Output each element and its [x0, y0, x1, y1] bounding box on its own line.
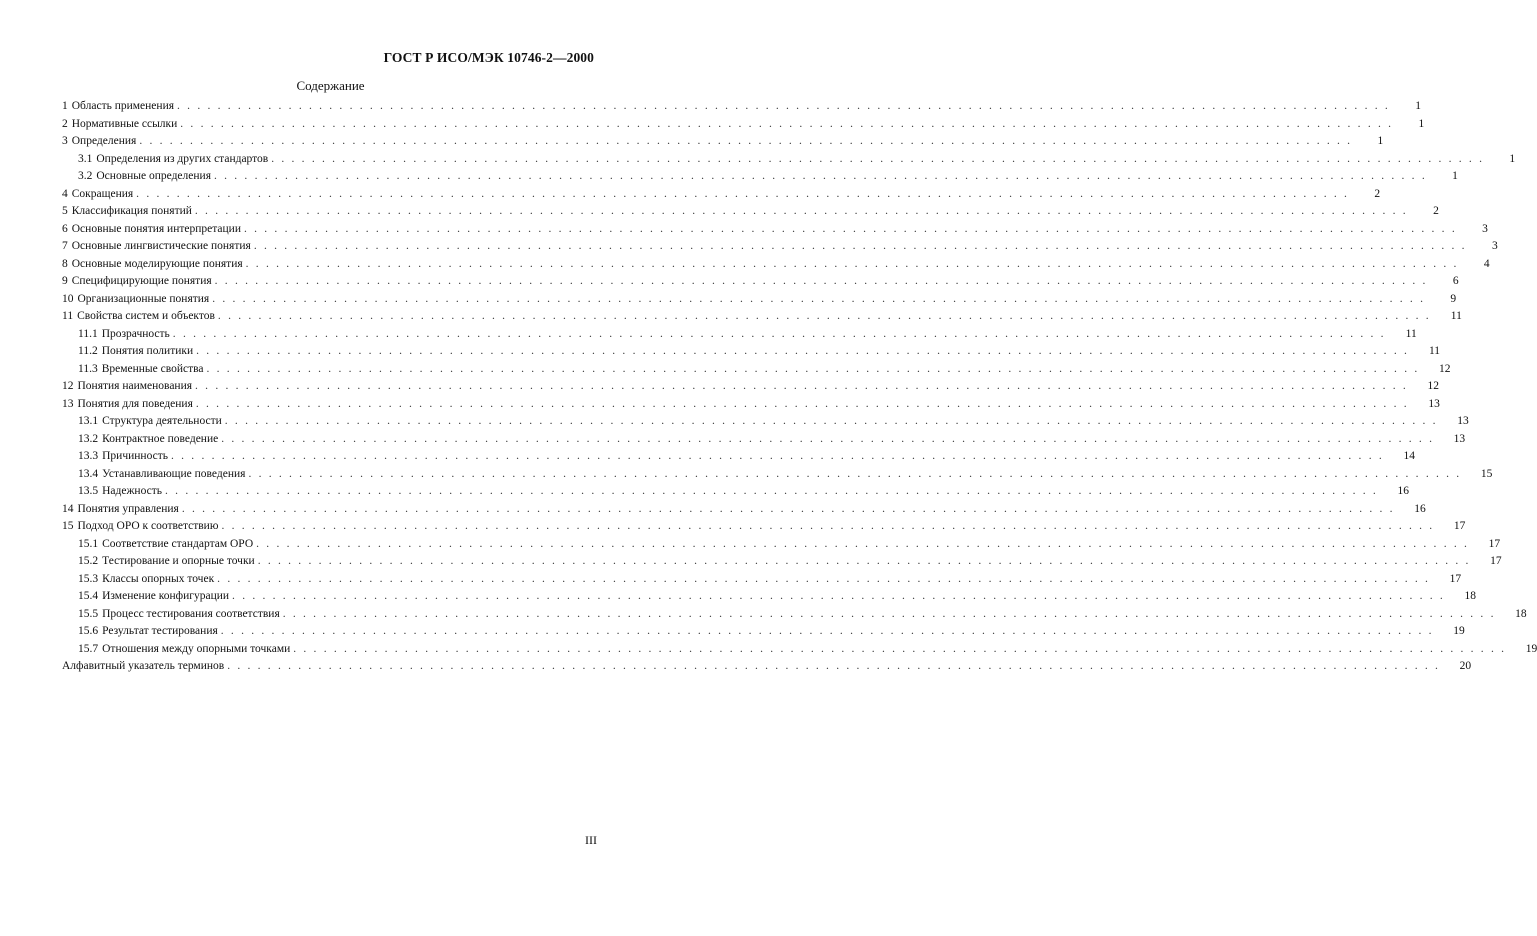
toc-entry: [62, 660, 1472, 678]
toc-entry-text: Сокращения: [71, 187, 134, 200]
toc-entry-text: Процесс тестирования соответствия: [102, 607, 280, 620]
toc-leader-dots: . . . . . . . . . . . . . . . . . . . . . . . . . . . . . . . . . . . . . . . . . . . . . . . . . . . . . . . . . . . . . . . . . . . . . . . . . . . . . . . . . . . . . . . . . . . . . . . . . . . . . . . . . . . . . . . . . . . . . . . .: [217, 572, 1431, 585]
toc-entry-number: 13.5: [78, 485, 99, 497]
toc-entry-page: 11: [1450, 310, 1462, 322]
toc-leader-dots: . . . . . . . . . . . . . . . . . . . . . . . . . . . . . . . . . . . . . . . . . . . . . . . . . . . . . . . . . . . . . . . . . . . . . . . . . . . . . . . . . . . . . . . . . . . . . . . . . . . . . . . . . . . . . . . . . . . . . . . .: [232, 590, 1445, 602]
toc-entry-label: [62, 643, 290, 655]
toc-entry-number: 3.2: [78, 170, 93, 182]
toc-entry-label: [62, 363, 204, 375]
toc-entry-page: 9: [1450, 292, 1457, 305]
toc-entry: [62, 100, 1421, 118]
toc-leader-dots: . . . . . . . . . . . . . . . . . . . . . . . . . . . . . . . . . . . . . . . . . . . . . . . . . . . . . . . . . . . . . . . . . . . . . . . . . . . . . . . . . . . . . . . . . . . . . . . . . . . . . . . . . . . . . . . . . . . . . . . .: [213, 170, 1427, 182]
toc-entry-label: [62, 555, 255, 567]
toc-leader-dots: . . . . . . . . . . . . . . . . . . . . . . . . . . . . . . . . . . . . . . . . . . . . . . . . . . . . . . . . . . . . . . . . . . . . . . . . . . . . . . . . . . . . . . . . . . . . . . . . . . . . . . . . . . . . . . . . . . . . . . . .: [195, 397, 1409, 410]
toc-entry-label: [62, 275, 212, 287]
toc-entry-label: [62, 380, 192, 392]
toc-entry: [62, 170, 1458, 188]
toc-entry-page: 17: [1453, 520, 1466, 532]
toc-entry: [62, 485, 1409, 503]
toc-entry-label: [62, 205, 192, 217]
toc-leader-dots: . . . . . . . . . . . . . . . . . . . . . . . . . . . . . . . . . . . . . . . . . . . . . . . . . . . . . . . . . . . . . . . . . . . . . . . . . . . . . . . . . . . . . . . . . . . . . . . . . . . . . . . . . . . . . . . . . . . . . . . .: [248, 467, 1462, 480]
toc-entry-text: Свойства систем и объектов: [77, 310, 215, 322]
toc-entry-number: 15.3: [78, 572, 99, 585]
toc-entry-label: [62, 660, 224, 672]
toc-entry-text: Основные лингвистические понятия: [71, 240, 251, 252]
toc-leader-dots: . . . . . . . . . . . . . . . . . . . . . . . . . . . . . . . . . . . . . . . . . . . . . . . . . . . . . . . . . . . . . . . . . . . . . . . . . . . . . . . . . . . . . . . . . . . . . . . . . . . . . . . . . . . . . . . . . . . . . . . .: [206, 362, 1420, 375]
toc-leader-dots: . . . . . . . . . . . . . . . . . . . . . . . . . . . . . . . . . . . . . . . . . . . . . . . . . . . . . . . . . . . . . . . . . . . . . . . . . . . . . . . . . . . . . . . . . . . . . . . . . . . . . . . . . . . . . . . . . . . . . . . .: [212, 292, 1426, 305]
toc-entry: [62, 205, 1439, 223]
toc-entry-text: Временные свойства: [101, 362, 204, 375]
toc-entry-number: 1: [62, 100, 68, 112]
toc-leader-dots: . . . . . . . . . . . . . . . . . . . . . . . . . . . . . . . . . . . . . . . . . . . . . . . . . . . . . . . . . . . . . . . . . . . . . . . . . . . . . . . . . . . . . . . . . . . . . . . . . . . . . . . . . . . . . . . . . . . . . . . .: [253, 240, 1467, 252]
toc-entry-page: 11: [1405, 327, 1417, 340]
toc-title: Содержание: [296, 78, 365, 93]
toc-entry-label: [62, 590, 229, 602]
toc-entry-number: 2: [62, 117, 68, 130]
toc-entry-number: 14: [62, 502, 74, 515]
toc-leader-dots: . . . . . . . . . . . . . . . . . . . . . . . . . . . . . . . . . . . . . . . . . . . . . . . . . . . . . . . . . . . . . . . . . . . . . . . . . . . . . . . . . . . . . . . . . . . . . . . . . . . . . . . . . . . . . . . . . . . . . . . .: [243, 222, 1457, 235]
toc-entry-text: Понятия для поведения: [77, 397, 193, 410]
toc-entry-page: 19: [1525, 642, 1537, 655]
toc-entry-text: Определения: [71, 135, 137, 147]
toc-entry-label: [62, 258, 243, 270]
toc-entry-text: Алфавитный указатель терминов: [62, 660, 225, 672]
toc-entry-number: 4: [62, 187, 68, 200]
toc-entry-number: 15.4: [78, 590, 99, 602]
toc-entry-number: 13.3: [78, 450, 99, 462]
toc-entry-number: 13.2: [78, 432, 99, 445]
toc-entry-text: Определения из других стандартов: [96, 152, 269, 165]
toc-entry-label: [62, 433, 218, 445]
toc-entry-text: Изменение конфигурации: [102, 590, 230, 602]
toc-entry-label: [62, 625, 218, 637]
toc-entry-page: 17: [1490, 555, 1502, 567]
toc-entry-number: 15.5: [78, 607, 99, 620]
toc-entry-number: 15.1: [78, 537, 99, 550]
toc-leader-dots: . . . . . . . . . . . . . . . . . . . . . . . . . . . . . . . . . . . . . . . . . . . . . . . . . . . . . . . . . . . . . . . . . . . . . . . . . . . . . . . . . . . . . . . . . . . . . . . . . . . . . . . . . . . . . . . . . . . . . . . .: [180, 117, 1394, 130]
toc-entry-page: 13: [1428, 397, 1440, 410]
toc-entry-label: [62, 293, 209, 305]
toc-entry-page: 1: [1415, 100, 1421, 112]
toc-entry-text: Основные определения: [96, 170, 211, 182]
toc-entry-text: Классы опорных точек: [102, 572, 215, 585]
toc-entry-label: [62, 310, 215, 322]
toc-leader-dots: . . . . . . . . . . . . . . . . . . . . . . . . . . . . . . . . . . . . . . . . . . . . . . . . . . . . . . . . . . . . . . . . . . . . . . . . . . . . . . . . . . . . . . . . . . . . . . . . . . . . . . . . . . . . . . . . . . . . . . . .: [256, 537, 1470, 550]
toc-leader-dots: . . . . . . . . . . . . . . . . . . . . . . . . . . . . . . . . . . . . . . . . . . . . . . . . . . . . . . . . . . . . . . . . . . . . . . . . . . . . . . . . . . . . . . . . . . . . . . . . . . . . . . . . . . . . . . . . . . . . . . . .: [220, 625, 1434, 637]
toc-entry-text: Понятия наименования: [77, 380, 193, 392]
toc-entry-number: 6: [62, 222, 68, 235]
toc-leader-dots: . . . . . . . . . . . . . . . . . . . . . . . . . . . . . . . . . . . . . . . . . . . . . . . . . . . . . . . . . . . . . . . . . . . . . . . . . . . . . . . . . . . . . . . . . . . . . . . . . . . . . . . . . . . . . . . . . . . . . . . .: [214, 275, 1428, 287]
toc-entry: [62, 292, 1457, 311]
toc-entry-label: [62, 240, 251, 252]
toc-leader-dots: . . . . . . . . . . . . . . . . . . . . . . . . . . . . . . . . . . . . . . . . . . . . . . . . . . . . . . . . . . . . . . . . . . . . . . . . . . . . . . . . . . . . . . . . . . . . . . . . . . . . . . . . . . . . . . . . . . . . . . . .: [282, 607, 1496, 620]
toc-entry: [62, 345, 1441, 363]
toc-entry-page: 18: [1515, 607, 1527, 620]
toc-entry: [62, 397, 1440, 416]
toc-entry: [62, 467, 1493, 486]
toc-entry: [62, 537, 1501, 556]
toc-entry-text: Причинность: [102, 450, 168, 462]
toc-entry: [62, 117, 1425, 136]
toc-entry-number: 11.2: [78, 345, 98, 357]
toc-leader-dots: . . . . . . . . . . . . . . . . . . . . . . . . . . . . . . . . . . . . . . . . . . . . . . . . . . . . . . . . . . . . . . . . . . . . . . . . . . . . . . . . . . . . . . . . . . . . . . . . . . . . . . . . . . . . . . . . . . . . . . . .: [195, 380, 1408, 392]
toc-entry-number: 8: [62, 257, 68, 270]
toc-entry: [62, 520, 1466, 538]
toc-entry-page: 2: [1374, 187, 1381, 200]
toc-entry: [62, 572, 1462, 591]
toc-entry-text: Тестирование и опорные точки: [102, 555, 255, 567]
toc-leader-dots: . . . . . . . . . . . . . . . . . . . . . . . . . . . . . . . . . . . . . . . . . . . . . . . . . . . . . . . . . . . . . . . . . . . . . . . . . . . . . . . . . . . . . . . . . . . . . . . . . . . . . . . . . . . . . . . . . . . . . . . .: [221, 432, 1435, 445]
toc-entry-label: [62, 118, 177, 130]
toc-leader-dots: . . . . . . . . . . . . . . . . . . . . . . . . . . . . . . . . . . . . . . . . . . . . . . . . . . . . . . . . . . . . . . . . . . . . . . . . . . . . . . . . . . . . . . . . . . . . . . . . . . . . . . . . . . . . . . . . . . . . . . . .: [196, 345, 1410, 357]
toc-entry-label: [62, 450, 168, 462]
toc-entry-number: 15.7: [78, 642, 99, 655]
toc-leader-dots: . . . . . . . . . . . . . . . . . . . . . . . . . . . . . . . . . . . . . . . . . . . . . . . . . . . . . . . . . . . . . . . . . . . . . . . . . . . . . . . . . . . . . . . . . . . . . . . . . . . . . . . . . . . . . . . . . . . . . . . .: [181, 502, 1395, 515]
toc-entry-text: Область применения: [71, 100, 175, 112]
toc-entry: [62, 590, 1476, 608]
toc-leader-dots: . . . . . . . . . . . . . . . . . . . . . . . . . . . . . . . . . . . . . . . . . . . . . . . . . . . . . . . . . . . . . . . . . . . . . . . . . . . . . . . . . . . . . . . . . . . . . . . . . . . . . . . . . . . . . . . . . . . . . . . .: [194, 205, 1408, 217]
toc-entry: [62, 240, 1498, 258]
toc-entry-page: 16: [1397, 485, 1409, 497]
toc-entry-label: [62, 608, 280, 620]
toc-leader-dots: . . . . . . . . . . . . . . . . . . . . . . . . . . . . . . . . . . . . . . . . . . . . . . . . . . . . . . . . . . . . . . . . . . . . . . . . . . . . . . . . . . . . . . . . . . . . . . . . . . . . . . . . . . . . . . . . . . . . . . . .: [257, 555, 1471, 567]
toc-entry-number: 13.4: [78, 467, 99, 480]
toc-entry-number: 11: [62, 310, 74, 322]
toc-entry: [62, 362, 1451, 381]
toc-leader-dots: . . . . . . . . . . . . . . . . . . . . . . . . . . . . . . . . . . . . . . . . . . . . . . . . . . . . . . . . . . . . . . . . . . . . . . . . . . . . . . . . . . . . . . . . . . . . . . . . . . . . . . . . . . . . . . . . . . . . . . . .: [224, 415, 1438, 427]
toc-entry-page: 1: [1509, 152, 1516, 165]
toc-entry-page: 16: [1414, 502, 1426, 515]
toc-entry-label: [62, 328, 170, 340]
toc-leader-dots: . . . . . . . . . . . . . . . . . . . . . . . . . . . . . . . . . . . . . . . . . . . . . . . . . . . . . . . . . . . . . . . . . . . . . . . . . . . . . . . . . . . . . . . . . . . . . . . . . . . . . . . . . . . . . . . . . . . . . . . .: [271, 152, 1485, 165]
toc-entry-number: 15.6: [78, 625, 99, 637]
toc-entry-label: [62, 398, 193, 410]
toc-entry-label: [62, 503, 179, 515]
toc-entry-page: 3: [1482, 222, 1488, 235]
toc-entry-page: 1: [1418, 117, 1425, 130]
toc-entry: [62, 450, 1415, 468]
toc-entry-text: Устанавливающие поведения: [102, 467, 246, 480]
toc-entry: [62, 257, 1490, 276]
toc-leader-dots: . . . . . . . . . . . . . . . . . . . . . . . . . . . . . . . . . . . . . . . . . . . . . . . . . . . . . . . . . . . . . . . . . . . . . . . . . . . . . . . . . . . . . . . . . . . . . . . . . . . . . . . . . . . . . . . . . . . . . . . .: [177, 100, 1390, 112]
toc-entry-page: 15: [1480, 467, 1493, 480]
toc-entry-label: [62, 538, 253, 550]
toc-entry-text: Надежность: [102, 485, 163, 497]
toc-leader-dots: . . . . . . . . . . . . . . . . . . . . . . . . . . . . . . . . . . . . . . . . . . . . . . . . . . . . . . . . . . . . . . . . . . . . . . . . . . . . . . . . . . . . . . . . . . . . . . . . . . . . . . . . . . . . . . . . . . . . . . . .: [293, 642, 1507, 655]
toc-entry-number: 15.2: [78, 555, 99, 567]
toc-entry-text: Соответствие стандартам ОРО: [102, 537, 254, 550]
toc-leader-dots: . . . . . . . . . . . . . . . . . . . . . . . . . . . . . . . . . . . . . . . . . . . . . . . . . . . . . . . . . . . . . . . . . . . . . . . . . . . . . . . . . . . . . . . . . . . . . . . . . . . . . . . . . . . . . . . . . . . . . . . .: [245, 257, 1459, 270]
toc-entry-page: 14: [1403, 450, 1415, 462]
toc-entry-text: Результат тестирования: [102, 625, 218, 637]
toc-entry-text: Специфицирующие понятия: [71, 275, 212, 287]
toc-entry-page: 1: [1377, 135, 1384, 147]
toc-entry: [62, 310, 1462, 328]
toc-entry-number: 12: [62, 380, 74, 392]
toc-entry-text: Подход ОРО к соответствию: [77, 520, 219, 532]
toc-entry: [62, 415, 1469, 433]
toc-entry: [62, 555, 1502, 573]
toc-entry-text: Нормативные ссылки: [71, 117, 178, 130]
toc-entry-number: 9: [62, 275, 68, 287]
toc-entry-number: 7: [62, 240, 68, 252]
toc-entry-page: 20: [1459, 660, 1472, 672]
toc-entry: [62, 502, 1426, 521]
toc-entry-label: [62, 485, 162, 497]
toc-entry-text: Прозрачность: [101, 327, 170, 340]
toc-entry-page: 1: [1452, 170, 1458, 182]
toc-leader-dots: . . . . . . . . . . . . . . . . . . . . . . . . . . . . . . . . . . . . . . . . . . . . . . . . . . . . . . . . . . . . . . . . . . . . . . . . . . . . . . . . . . . . . . . . . . . . . . . . . . . . . . . . . . . . . . . . . . . . . . . .: [165, 485, 1378, 497]
toc-entry-label: [62, 223, 241, 235]
toc-entry-number: 11.1: [78, 327, 98, 340]
toc-entry-page: 2: [1433, 205, 1439, 217]
toc-entry-text: Понятия политики: [101, 345, 194, 357]
toc-leader-dots: . . . . . . . . . . . . . . . . . . . . . . . . . . . . . . . . . . . . . . . . . . . . . . . . . . . . . . . . . . . . . . . . . . . . . . . . . . . . . . . . . . . . . . . . . . . . . . . . . . . . . . . . . . . . . . . . . . . . . . . .: [227, 660, 1441, 672]
toc-entry-page: 17: [1449, 572, 1462, 585]
toc-leader-dots: . . . . . . . . . . . . . . . . . . . . . . . . . . . . . . . . . . . . . . . . . . . . . . . . . . . . . . . . . . . . . . . . . . . . . . . . . . . . . . . . . . . . . . . . . . . . . . . . . . . . . . . . . . . . . . . . . . . . . . . .: [136, 187, 1350, 200]
document-code: ГОСТ Р ИСО/МЭК 10746-2—2000: [383, 50, 594, 65]
toc-entry-page: 12: [1427, 380, 1439, 392]
toc-entry: [62, 625, 1465, 643]
toc-entry-text: Классификация понятий: [71, 205, 192, 217]
toc-entry: [62, 380, 1439, 398]
toc-entry: [62, 275, 1459, 293]
toc-entry-label: [62, 135, 136, 147]
toc-entry-page: 13: [1453, 432, 1466, 445]
toc-entry-number: 15: [62, 520, 74, 532]
toc-entry: [62, 327, 1417, 346]
toc-entry-number: 13: [62, 397, 74, 410]
toc-entry: [62, 642, 1537, 661]
toc-entry-page: 3: [1492, 240, 1498, 252]
toc-leader-dots: . . . . . . . . . . . . . . . . . . . . . . . . . . . . . . . . . . . . . . . . . . . . . . . . . . . . . . . . . . . . . . . . . . . . . . . . . . . . . . . . . . . . . . . . . . . . . . . . . . . . . . . . . . . . . . . . . . . . . . . .: [172, 327, 1386, 340]
toc-entry-number: 10: [62, 292, 74, 305]
toc-entry-label: [62, 345, 193, 357]
table-of-contents: [62, 100, 1537, 678]
toc-leader-dots: . . . . . . . . . . . . . . . . . . . . . . . . . . . . . . . . . . . . . . . . . . . . . . . . . . . . . . . . . . . . . . . . . . . . . . . . . . . . . . . . . . . . . . . . . . . . . . . . . . . . . . . . . . . . . . . . . . . . . . . .: [217, 310, 1431, 322]
toc-entry-text: Основные моделирующие понятия: [71, 257, 243, 270]
toc-entry-page: 17: [1488, 537, 1501, 550]
toc-entry: [62, 187, 1381, 206]
toc-entry-label: [62, 468, 245, 480]
toc-entry-page: 18: [1464, 590, 1476, 602]
toc-entry-label: [62, 415, 222, 427]
toc-entry-label: [62, 573, 214, 585]
toc-entry-page: 12: [1438, 362, 1451, 375]
toc-entry-text: Структура деятельности: [102, 415, 222, 427]
toc-entry-number: 13.1: [78, 415, 99, 427]
toc-entry: [62, 607, 1527, 626]
toc-entry-number: 5: [62, 205, 68, 217]
toc-entry-page: 11: [1428, 345, 1441, 357]
page-number: III: [585, 833, 597, 847]
toc-entry-text: Контрактное поведение: [102, 432, 219, 445]
toc-leader-dots: . . . . . . . . . . . . . . . . . . . . . . . . . . . . . . . . . . . . . . . . . . . . . . . . . . . . . . . . . . . . . . . . . . . . . . . . . . . . . . . . . . . . . . . . . . . . . . . . . . . . . . . . . . . . . . . . . . . . . . . .: [139, 135, 1353, 147]
toc-entry: [62, 222, 1488, 241]
toc-leader-dots: . . . . . . . . . . . . . . . . . . . . . . . . . . . . . . . . . . . . . . . . . . . . . . . . . . . . . . . . . . . . . . . . . . . . . . . . . . . . . . . . . . . . . . . . . . . . . . . . . . . . . . . . . . . . . . . . . . . . . . . .: [221, 520, 1435, 532]
toc-entry-text: Организационные понятия: [77, 292, 210, 305]
toc-entry-page: 19: [1453, 625, 1465, 637]
toc-entry-page: 4: [1483, 257, 1490, 270]
toc-leader-dots: . . . . . . . . . . . . . . . . . . . . . . . . . . . . . . . . . . . . . . . . . . . . . . . . . . . . . . . . . . . . . . . . . . . . . . . . . . . . . . . . . . . . . . . . . . . . . . . . . . . . . . . . . . . . . . . . . . . . . . . .: [171, 450, 1384, 462]
toc-entry-page: 13: [1457, 415, 1469, 427]
toc-entry-label: [62, 170, 211, 182]
toc-entry-text: Понятия управления: [77, 502, 179, 515]
toc-entry-text: Отношения между опорными точками: [102, 642, 291, 655]
toc-entry-number: 11.3: [78, 362, 98, 375]
toc-entry-label: [62, 188, 133, 200]
toc-entry-label: [62, 153, 268, 165]
toc-entry: [62, 135, 1384, 153]
toc-entry: [62, 432, 1466, 451]
toc-entry-text: Основные понятия интерпретации: [71, 222, 241, 235]
toc-entry-page: 6: [1452, 275, 1459, 287]
toc-entry-number: 3.1: [78, 152, 93, 165]
toc-entry-label: [62, 520, 218, 532]
toc-entry-label: [62, 100, 174, 112]
toc-entry-number: 3: [62, 135, 68, 147]
toc-entry: [62, 152, 1516, 171]
